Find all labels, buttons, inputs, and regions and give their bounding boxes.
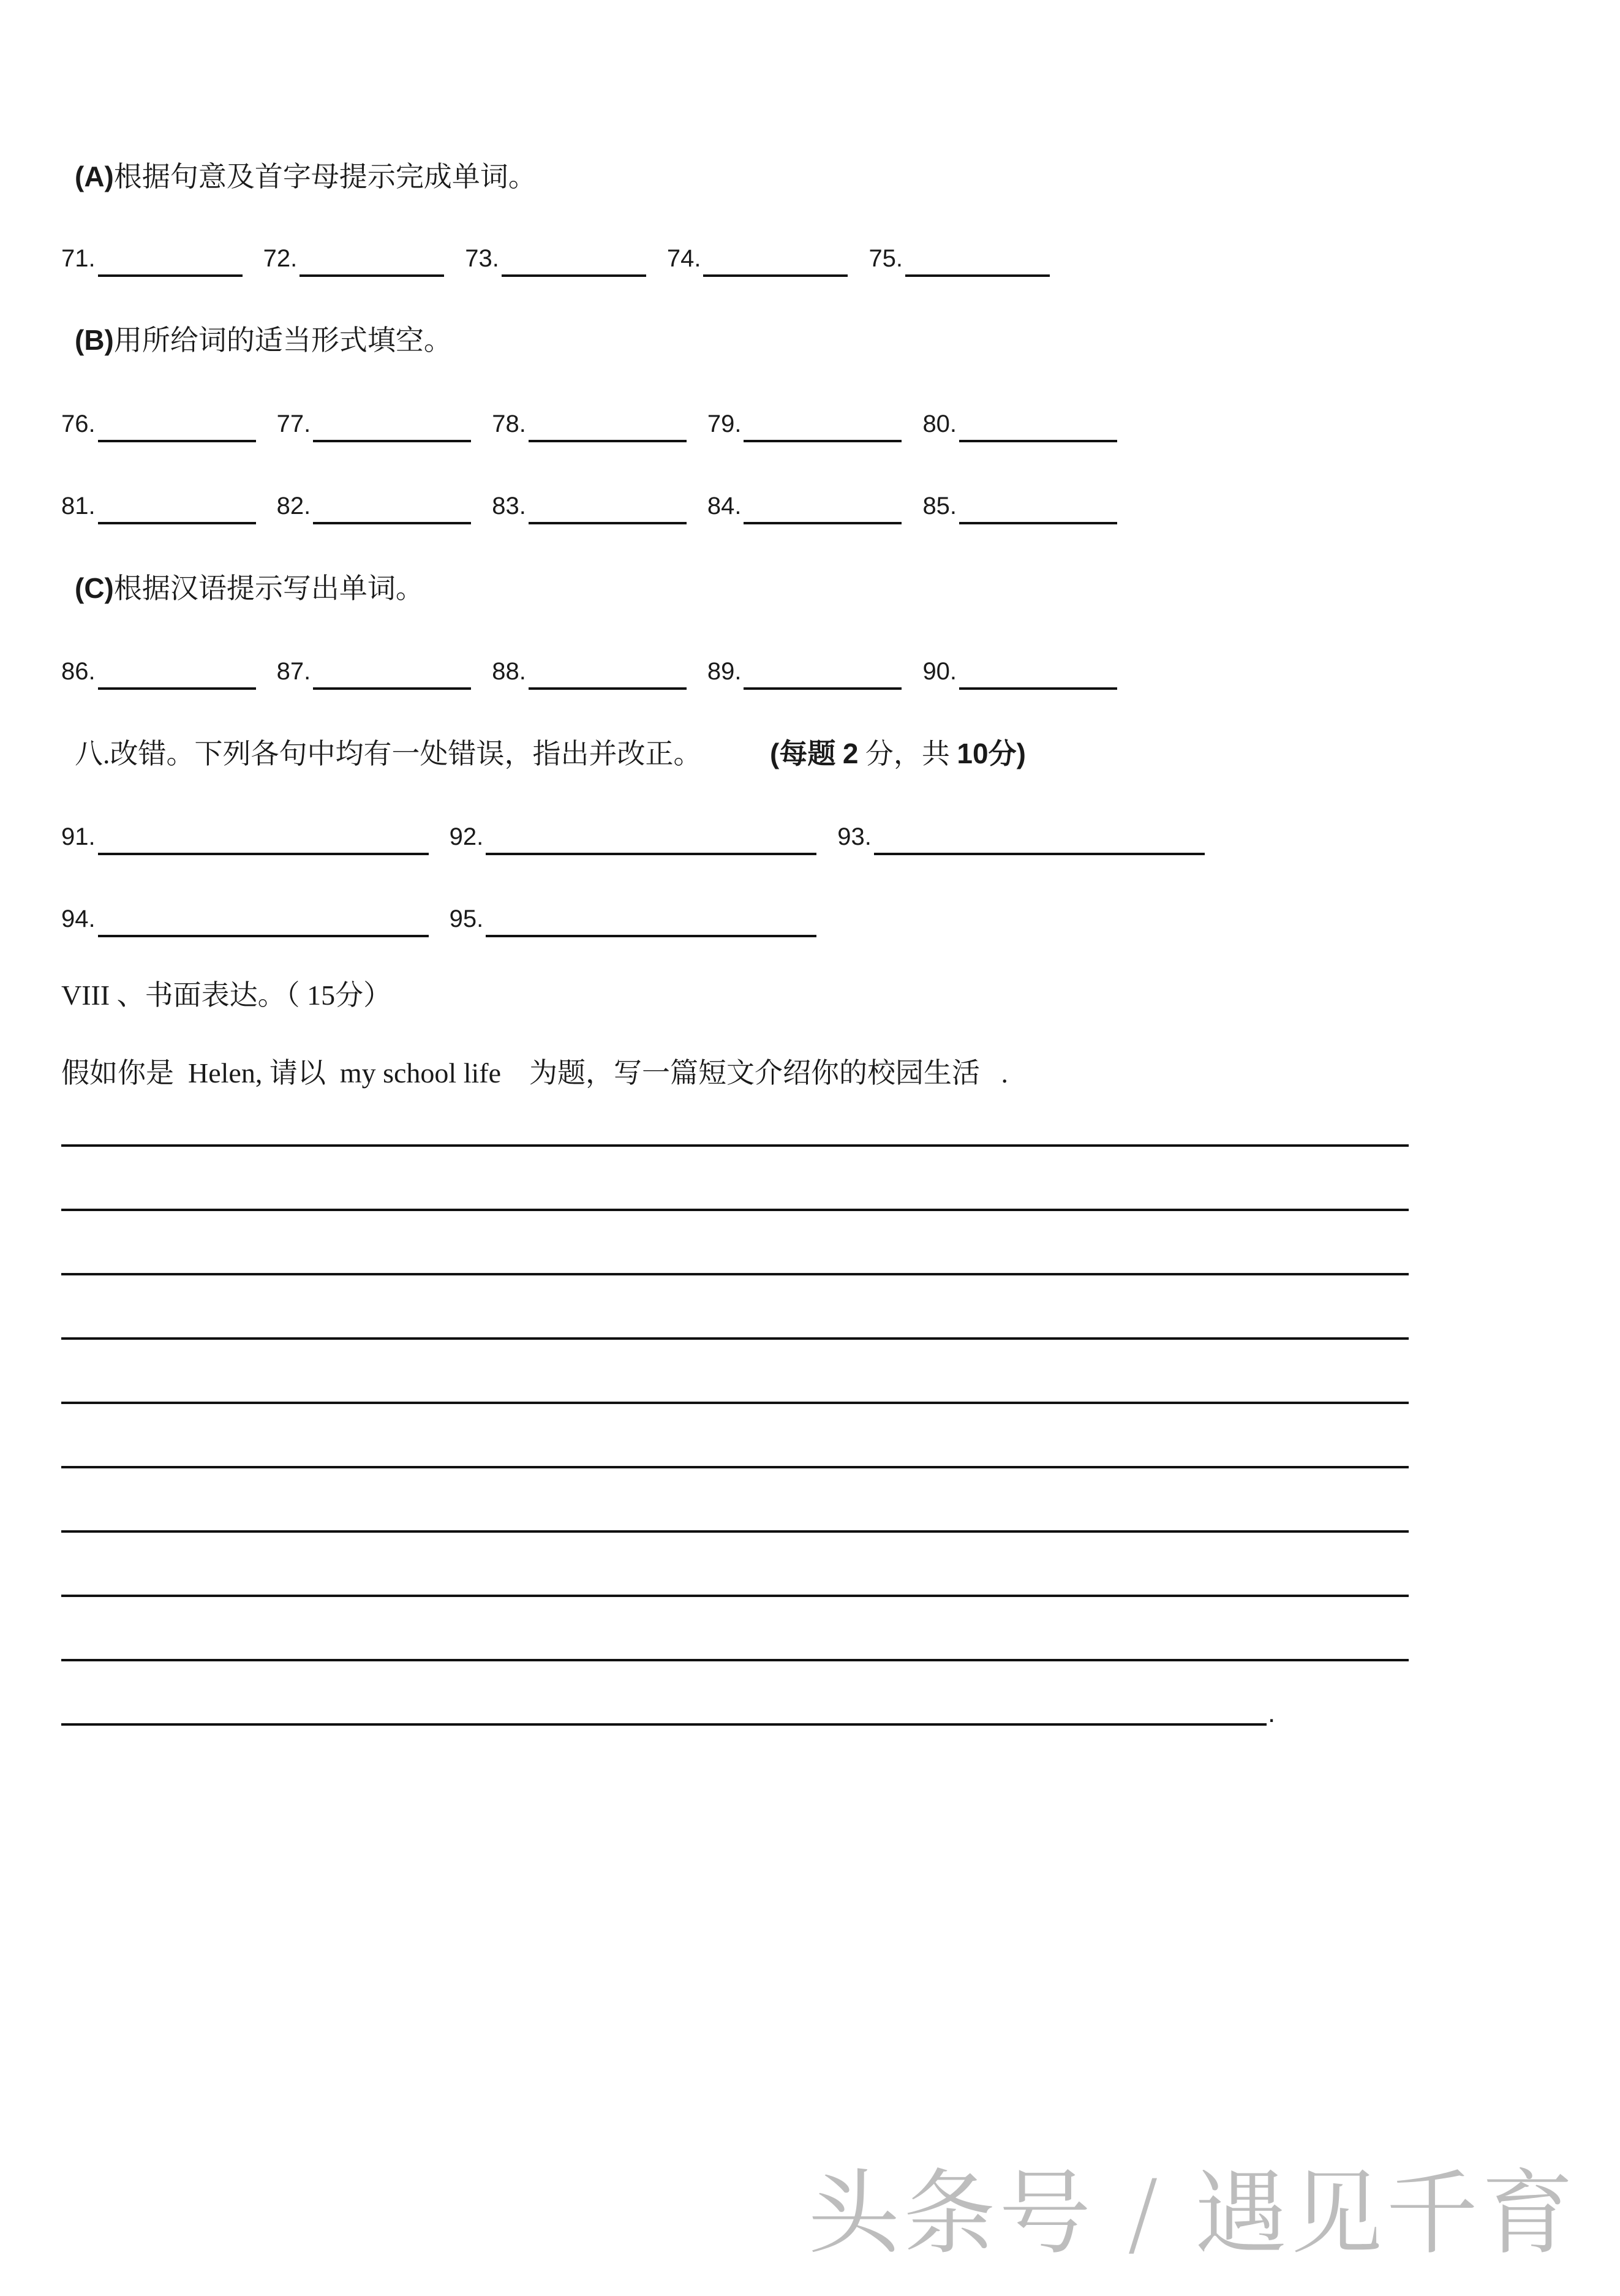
writing-line-last[interactable]: [61, 1723, 1267, 1726]
part-a-blanks: [61, 240, 1071, 277]
blank-number: 78.: [492, 410, 526, 437]
writing-line[interactable]: [61, 1144, 1409, 1147]
blank-number: 86.: [61, 658, 96, 685]
blank-88[interactable]: [492, 653, 687, 690]
blank-number: 89.: [707, 658, 742, 685]
blank-number: 93.: [837, 823, 872, 850]
writing-line[interactable]: [61, 1337, 1409, 1340]
part-b-blanks-row2: [61, 488, 1138, 524]
blank-number: 73.: [465, 245, 499, 272]
writing-line[interactable]: [61, 1466, 1409, 1468]
blank-number: 91.: [61, 823, 96, 850]
blank-number: 85.: [922, 493, 957, 519]
answer-line[interactable]: [959, 414, 1117, 442]
blank-number: 88.: [492, 658, 526, 685]
blank-number: 79.: [707, 410, 742, 437]
blank-75[interactable]: [868, 240, 1050, 277]
writing-line[interactable]: [61, 1209, 1409, 1211]
answer-line[interactable]: [529, 496, 687, 524]
score-open: (每题: [770, 738, 836, 769]
answer-line[interactable]: [98, 249, 243, 277]
blank-94[interactable]: [61, 901, 429, 937]
blank-number: 90.: [922, 658, 957, 685]
blank-89[interactable]: [707, 653, 902, 690]
blank-number: 75.: [868, 245, 903, 272]
part-a-heading: [75, 158, 537, 195]
part-c-tag: (C): [75, 572, 114, 604]
answer-line[interactable]: [98, 662, 256, 690]
answer-line[interactable]: [98, 414, 256, 442]
writing-line[interactable]: [61, 1273, 1409, 1275]
blank-number: 83.: [492, 493, 526, 519]
watermark: 头条号 / 遇见千育: [808, 2161, 1577, 2267]
part-c-blanks: [61, 653, 1138, 690]
blank-number: 72.: [263, 245, 298, 272]
blank-number: 74.: [666, 245, 701, 272]
answer-line[interactable]: [300, 249, 444, 277]
correction-title: 八.改错。下列各句中均有一处错误，指出并改正。: [75, 738, 702, 769]
answer-line[interactable]: [98, 496, 256, 524]
correction-score: [770, 738, 1026, 769]
blank-83[interactable]: [492, 488, 687, 524]
part-b-heading: [75, 322, 452, 359]
correction-blanks-row2: [61, 901, 837, 937]
answer-line[interactable]: [98, 827, 429, 855]
blank-92[interactable]: [450, 818, 817, 855]
part-b-instruction: 用所给词的适当形式填空。: [113, 325, 452, 356]
part-a-instruction: 根据句意及首字母提示完成单词。: [113, 161, 537, 192]
score-per-item: 2: [842, 738, 859, 769]
blank-number: 77.: [276, 410, 311, 437]
score-mid: 分，共: [865, 738, 950, 769]
part-b-tag: (B): [75, 324, 114, 356]
answer-line[interactable]: [959, 662, 1117, 690]
blank-number: 82.: [276, 493, 311, 519]
blank-71[interactable]: [61, 240, 243, 277]
blank-number: 95.: [449, 905, 484, 932]
part-b-blanks-row1: [61, 406, 1138, 442]
answer-line[interactable]: [313, 662, 471, 690]
answer-line[interactable]: [313, 414, 471, 442]
writing-line[interactable]: [61, 1402, 1409, 1404]
answer-line[interactable]: [486, 827, 816, 855]
writing-line[interactable]: [61, 1595, 1409, 1597]
blank-78[interactable]: [492, 406, 687, 442]
blank-95[interactable]: [450, 901, 817, 937]
part-a-tag: (A): [75, 160, 114, 192]
blank-number: 71.: [61, 245, 96, 272]
blank-85[interactable]: [922, 488, 1117, 524]
part-c-instruction: 根据汉语提示写出单词。: [113, 573, 424, 604]
answer-line[interactable]: [874, 827, 1205, 855]
answer-line[interactable]: [529, 662, 687, 690]
blank-77[interactable]: [277, 406, 472, 442]
writing-prompt: 假如你是 Helen, 请以 my school life 为题，写一篇短文介绍你的校园生活 .: [61, 1057, 1009, 1089]
blank-number: 81.: [61, 493, 96, 519]
answer-line[interactable]: [744, 496, 902, 524]
writing-title: VIII 、书面表达。（ 15分）: [61, 980, 392, 1011]
answer-line[interactable]: [703, 249, 848, 277]
answer-line[interactable]: [98, 909, 429, 937]
answer-line[interactable]: [905, 249, 1050, 277]
blank-72[interactable]: [263, 240, 445, 277]
answer-line[interactable]: [313, 496, 471, 524]
blank-84[interactable]: [707, 488, 902, 524]
blank-82[interactable]: [277, 488, 472, 524]
answer-line[interactable]: [744, 414, 902, 442]
writing-line[interactable]: [61, 1530, 1409, 1533]
blank-81[interactable]: [61, 488, 256, 524]
blank-91[interactable]: [61, 818, 429, 855]
answer-line[interactable]: [744, 662, 902, 690]
blank-number: 94.: [61, 905, 96, 932]
blank-87[interactable]: [277, 653, 472, 690]
end-period: .: [1268, 1698, 1276, 1728]
blank-number: 80.: [922, 410, 957, 437]
score-total: 10: [957, 738, 989, 769]
blank-93[interactable]: [837, 818, 1205, 855]
blank-79[interactable]: [707, 406, 902, 442]
score-close: 分): [988, 738, 1026, 769]
answer-line[interactable]: [529, 414, 687, 442]
blank-74[interactable]: [667, 240, 848, 277]
blank-90[interactable]: [922, 653, 1117, 690]
blank-73[interactable]: [465, 240, 646, 277]
writing-line[interactable]: [61, 1659, 1409, 1661]
part-c-heading: [75, 570, 424, 607]
blank-number: 84.: [707, 493, 742, 519]
blank-number: 76.: [61, 410, 96, 437]
correction-blanks-row1: [61, 818, 1226, 855]
blank-76[interactable]: [61, 406, 256, 442]
answer-line[interactable]: [959, 496, 1117, 524]
blank-80[interactable]: [922, 406, 1117, 442]
blank-number: 92.: [449, 823, 484, 850]
answer-line[interactable]: [486, 909, 816, 937]
answer-line[interactable]: [502, 249, 646, 277]
blank-86[interactable]: [61, 653, 256, 690]
correction-heading: [75, 735, 1026, 772]
blank-number: 87.: [276, 658, 311, 685]
